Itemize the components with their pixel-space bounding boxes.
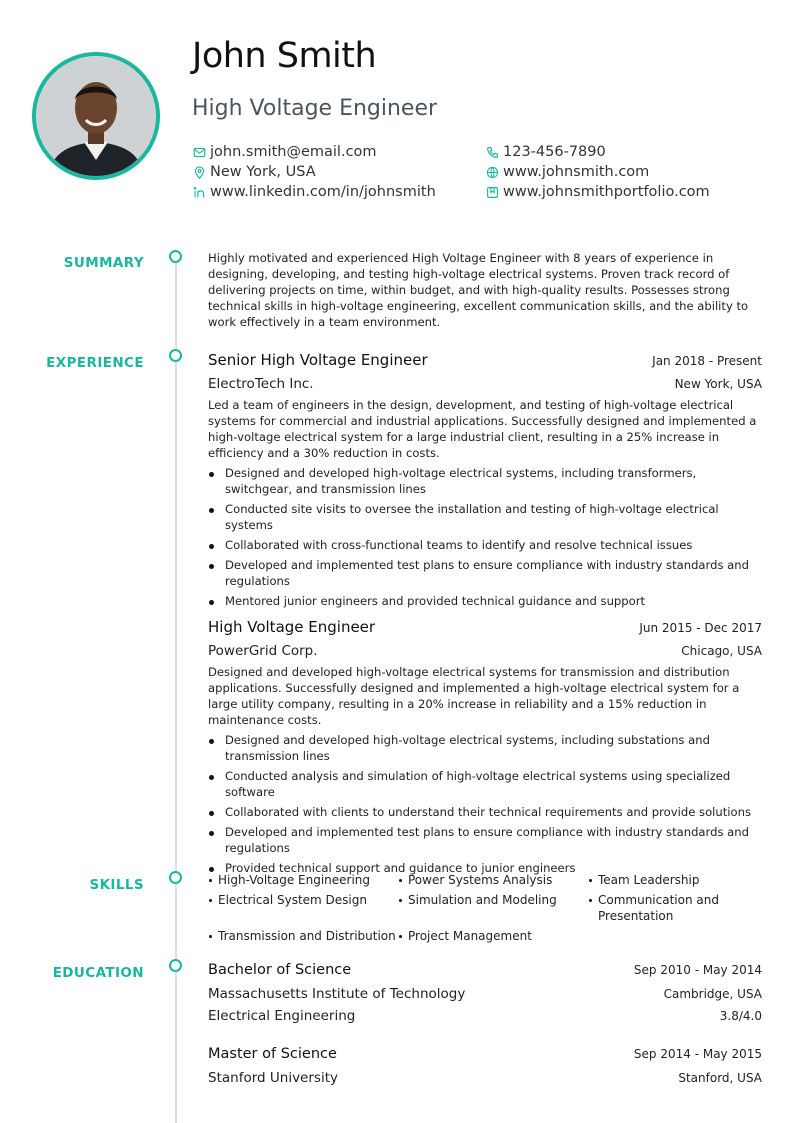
education-school: Massachusetts Institute of Technology [208,986,466,1002]
education-location: Stanford, USA [678,1071,762,1085]
job-bullets [208,732,762,876]
summary-text: Highly motivated and experienced High Voltage Engineer with 8 years of experience in designing, developing, and testing high-voltage electrical systems. Proven track record of delivering projects on time, within budget, and with high-quality results. Possesses strong technical skills in high-voltage engineering, excellent communication skills, and the ability to work effectively in a team environment. [208,251,749,329]
section-label-summary: SUMMARY [63,255,144,271]
job-bullet: Developed and implemented test plans to ensure compliance with industry standards and regulations [208,557,762,589]
skills-list [208,872,762,944]
skill-item: Simulation and Modeling [398,892,588,924]
globe-icon [485,165,499,179]
skill-item: Transmission and Distribution [208,928,398,944]
contact-website[interactable] [485,162,649,182]
education-entry-2 [208,1046,762,1086]
job-title: High Voltage Engineer [208,618,376,636]
skill-item: Team Leadership [588,872,762,888]
candidate-name: John Smith [192,36,377,76]
contact-phone[interactable] [485,142,606,162]
job-title: Senior High Voltage Engineer [208,351,428,369]
job-bullet: Conducted site visits to oversee the installation and testing of high-voltage electrical systems [208,501,762,533]
contact-website-text[interactable]: www.johnsmith.com [503,164,650,180]
education-date: Sep 2010 - May 2014 [633,963,762,977]
map-pin-icon [192,165,206,179]
job-location: New York, USA [674,377,762,391]
education-degree: Bachelor of Science [208,962,352,978]
profile-photo-illustration [36,56,156,176]
contact-phone-text[interactable]: 123-456-7890 [503,144,606,160]
timeline-dot-education [169,959,182,972]
timeline-line [175,256,177,1123]
job-description: Designed and developed high-voltage electrical systems for transmission and distribution applications. Successfully designed and implemented a high-voltage electrical system for a large utility company, resulting in a 20% increase in reliability and a 15% reduction in maintenance costs. [208,665,740,727]
contact-linkedin-text[interactable]: www.linkedin.com/in/johnsmith [210,184,436,200]
education-entry [208,962,762,1024]
experience-section-2 [208,619,762,880]
job-bullet: Mentored junior engineers and provided technical guidance and support [208,593,762,609]
section-label-skills: SKILLS [89,877,144,893]
job-date: Jun 2015 - Dec 2017 [639,621,762,635]
contact-portfolio[interactable] [485,182,710,202]
experience-section [208,352,762,613]
job-entry [208,619,762,876]
linkedin-icon [192,185,206,199]
candidate-title: High Voltage Engineer [192,96,438,121]
education-school: Stanford University [208,1070,338,1086]
job-bullet: Collaborated with cross-functional teams to identify and resolve technical issues [208,537,762,553]
job-bullet: Conducted analysis and simulation of high-voltage electrical systems using specialized software [208,768,762,800]
timeline-dot-summary [169,250,182,263]
mail-icon [192,145,206,159]
education-location: Cambridge, USA [663,987,762,1001]
job-date: Jan 2018 - Present [652,354,762,368]
timeline-dot-experience [169,349,182,362]
education-field: Electrical Engineering [208,1008,356,1024]
skills-section [208,872,762,944]
job-description: Led a team of engineers in the design, development, and testing of high-voltage electrical systems for commercial and industrial applications. Successfully designed and implemented a high-voltage electrical system for a large industrial client, resulting in a 25% increase in efficiency and a 30% reduction in costs. [208,398,757,460]
contact-portfolio-text[interactable]: www.johnsmithportfolio.com [503,184,710,200]
job-bullets [208,465,762,609]
contact-email[interactable] [192,142,377,162]
job-location: Chicago, USA [681,644,762,658]
education-date: Sep 2014 - May 2015 [633,1047,762,1061]
section-label-experience: EXPERIENCE [46,355,144,371]
phone-icon [485,145,499,159]
profile-photo [32,52,160,180]
skill-item: Power Systems Analysis [398,872,588,888]
job-company: PowerGrid Corp. [208,643,318,659]
contact-email-text[interactable]: john.smith@email.com [210,144,377,160]
job-bullet: Collaborated with clients to understand their technical requirements and provide solutions [208,804,762,820]
education-gpa: 3.8/4.0 [719,1009,762,1023]
job-bullet: Designed and developed high-voltage electrical systems, including transformers, switchgear, and transmission lines [208,465,762,497]
portfolio-icon [485,185,499,199]
contact-location-text: New York, USA [210,164,316,180]
timeline-dot-skills [169,871,182,884]
education-degree: Master of Science [208,1046,337,1062]
contact-linkedin[interactable] [192,182,436,202]
job-company: ElectroTech Inc. [208,376,314,392]
skill-item: Communication and Presentation [588,892,762,924]
job-bullet: Provided technical support and guidance to junior engineers [208,860,762,876]
contact-location [192,162,316,182]
skill-item: Electrical System Design [208,892,398,924]
skill-item: Project Management [398,928,588,944]
job-bullet: Designed and developed high-voltage electrical systems, including substations and transmission lines [208,732,762,764]
job-entry [208,352,762,609]
job-bullet: Developed and implemented test plans to ensure compliance with industry standards and regulations [208,824,762,856]
skill-item: High-Voltage Engineering [208,872,398,888]
section-label-education: EDUCATION [52,965,144,981]
